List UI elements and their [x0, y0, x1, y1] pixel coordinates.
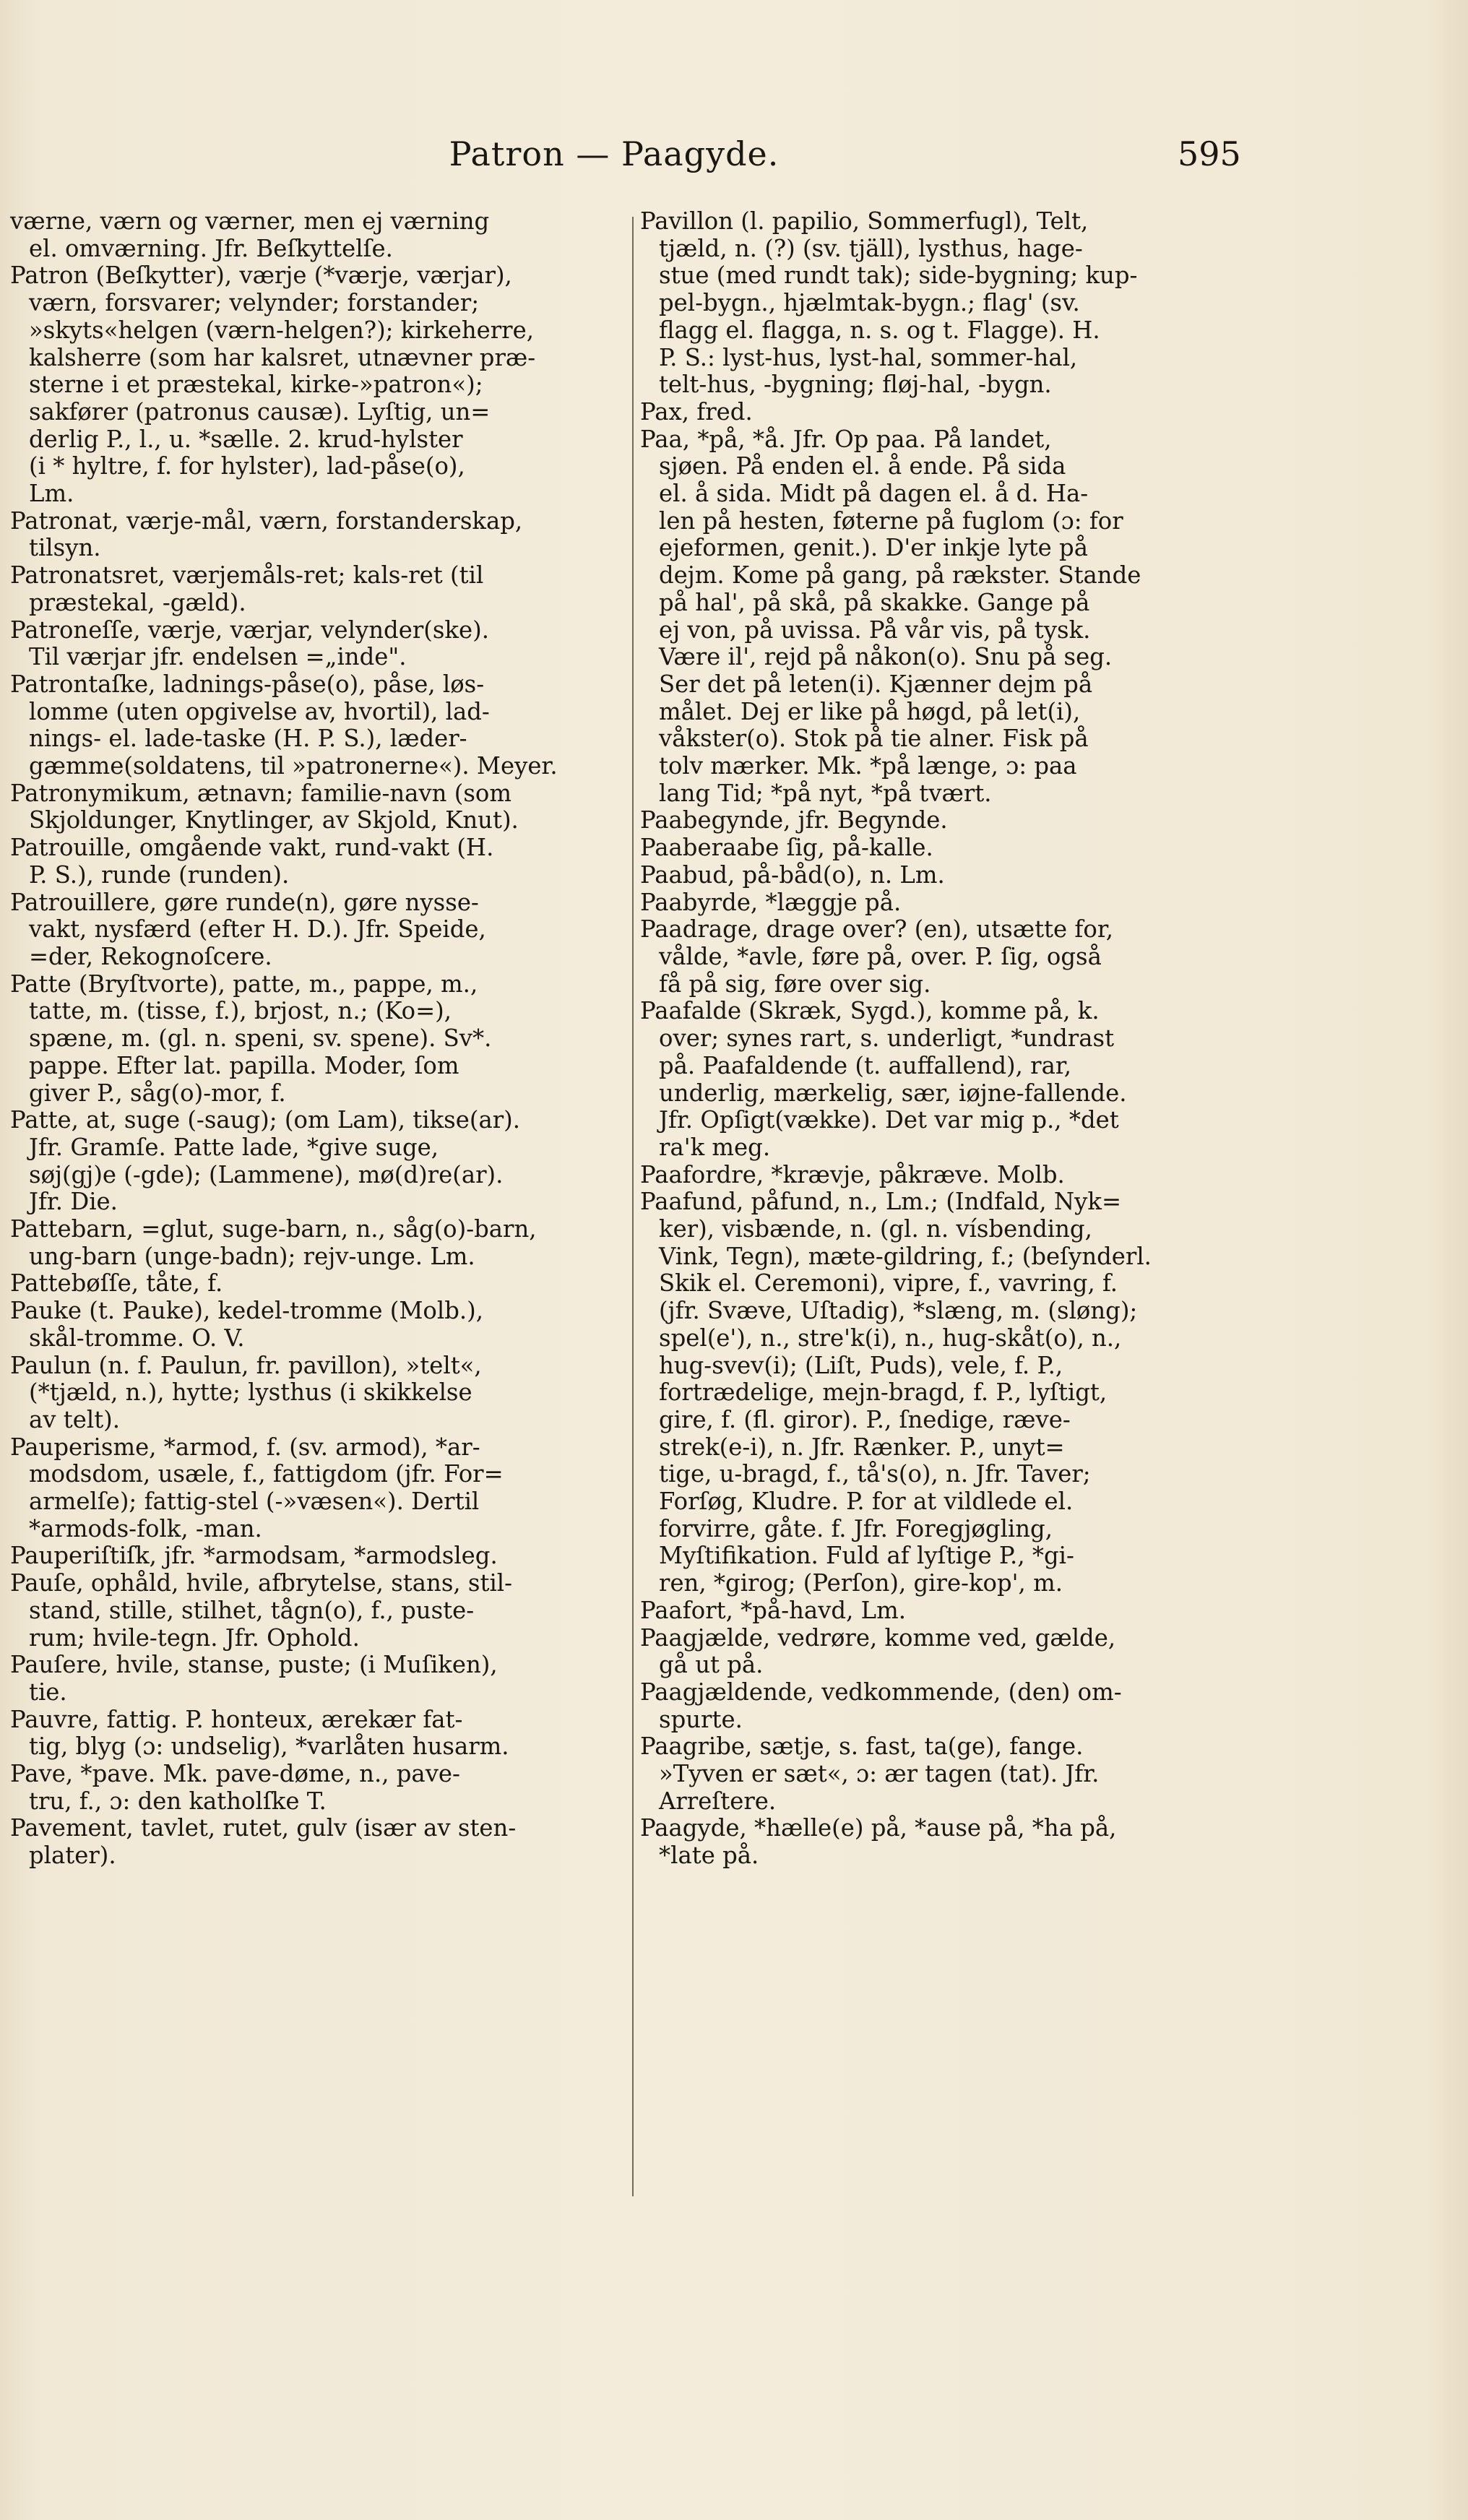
dictionary-entry	[10, 508, 630, 562]
entry-headline: Patrouille, omgående vakt, rund-vakt (H.	[10, 834, 494, 862]
entry-continuation: Vink, Tegn), mæte-gildring, f.; (beſynderl.	[659, 1242, 1152, 1270]
entry-headline: Pauke (t. Pauke), kedel-tromme (Molb.),	[10, 1297, 484, 1325]
entry-headline: Pave, *pave. Mk. pave-døme, n., pave-	[10, 1760, 460, 1788]
entry-continuation: lomme (uten opgivelse av, hvortil), lad-	[29, 697, 490, 725]
entry-continuation: nings- el. lade-taske (H. P. S.), læder-	[29, 725, 467, 753]
entry-headline: værne, værn og værner, men ej værning	[10, 207, 490, 235]
entry-headline: Paagyde, *hælle(e) på, *ause på, *ha på,	[640, 1814, 1117, 1842]
entry-continuation: *armods-folk, -man.	[29, 1514, 262, 1542]
entry-continuation: len på hesten, føterne på fuglom (ɔ: for	[659, 506, 1123, 535]
entry-headline: Patronymikum, ætnavn; familie-navn (som	[10, 779, 511, 807]
entry-continuation: lang Tid; *på nyt, *på tvært.	[659, 779, 992, 807]
column-divider	[632, 217, 634, 2196]
entry-continuation: Til værjar jfr. endelsen =„inde".	[29, 643, 407, 671]
dictionary-entry	[10, 1706, 630, 1761]
entry-continuation: få på sig, føre over sig.	[659, 970, 931, 998]
dictionary-entry	[10, 208, 630, 262]
entry-continuation: tjæld, n. (?) (sv. tjäll), lysthus, hage-	[659, 234, 1083, 262]
entry-continuation: pappe. Efter lat. papilla. Moder, ſom	[29, 1051, 459, 1079]
entry-headline: Pauſere, hvile, stanse, puste; (i Muſiken),	[10, 1651, 498, 1679]
entry-continuation: tige, u-bragd, f., tå's(o), n. Jfr. Taver;	[659, 1460, 1091, 1488]
entry-continuation: præstekal, -gæld).	[29, 588, 246, 616]
entry-continuation: våkster(o). Stok på tie alner. Fisk på	[659, 725, 1089, 753]
dictionary-entry	[640, 399, 1313, 426]
entry-continuation: =der, Rekognoſcere.	[29, 942, 272, 970]
dictionary-entry	[640, 998, 1313, 1161]
entry-continuation: el. omværning. Jfr. Beſkyttelſe.	[29, 234, 393, 262]
entry-continuation: armelſe); fattig-stel (-»væsen«). Dertil	[29, 1488, 480, 1516]
entry-headline: Patronat, værje-mål, værn, forstanderskap,	[10, 506, 523, 535]
entry-headline: Pauperisme, *armod, f. (sv. armod), *ar-	[10, 1433, 480, 1461]
entry-headline: Paagjældende, vedkommende, (den) om-	[640, 1678, 1122, 1706]
entry-headline: Pattebarn, =glut, suge-barn, n., såg(o)-barn,	[10, 1215, 537, 1243]
entry-headline: Paabud, på-båd(o), n. Lm.	[640, 860, 945, 889]
entry-headline: Pattebøſſe, tåte, f.	[10, 1269, 223, 1298]
dictionary-entry	[10, 617, 630, 671]
entry-continuation: over; synes rart, s. underligt, *undrast	[659, 1024, 1115, 1053]
entry-continuation: derlig P., l., u. *sælle. 2. krud-hylster	[29, 425, 463, 453]
dictionary-entry	[10, 1815, 630, 1869]
dictionary-entry	[10, 1761, 630, 1815]
entry-continuation: fortrædelige, mejn-bragd, f. P., lyſtigt,	[659, 1378, 1108, 1407]
entry-continuation: forvirre, gåte. f. Jfr. Foregjøgling,	[659, 1514, 1053, 1542]
left-column	[10, 208, 630, 1870]
entry-continuation: sakfører (patronus causæ). Lyſtig, un=	[29, 397, 491, 426]
entry-continuation: (*tjæld, n.), hytte; lysthus (i skikkelse	[29, 1378, 472, 1407]
entry-headline: Paabyrde, *læggje på.	[640, 888, 902, 916]
dictionary-entry	[10, 1570, 630, 1652]
dictionary-entry	[640, 426, 1313, 808]
entry-headline: Paafort, *på-havd, Lm.	[640, 1596, 906, 1624]
entry-headline: Pauperiſtiſk, jfr. *armodsam, *armodsleg.	[10, 1542, 498, 1570]
entry-headline: Paadrage, drage over? (en), utsætte for,	[640, 915, 1113, 944]
entry-continuation: søj(gj)e (-gde); (Lammene), mø(d)re(ar).	[29, 1160, 504, 1188]
entry-headline: Paafordre, *krævje, påkræve. Molb.	[640, 1160, 1065, 1188]
page-title: Patron — Paagyde.	[449, 134, 780, 173]
entry-headline: Paaberaabe ſig, på-kalle.	[640, 834, 933, 862]
entry-continuation: Myſtifikation. Fuld af lyſtige P., *gi-	[659, 1542, 1074, 1570]
dictionary-entry	[10, 671, 630, 780]
dictionary-entry	[10, 834, 630, 889]
dictionary-entry	[10, 1216, 630, 1270]
page-number: 595	[1178, 134, 1241, 173]
dictionary-entry	[10, 1434, 630, 1543]
entry-continuation: spurte.	[659, 1705, 743, 1733]
entry-headline: Pax, fred.	[640, 397, 753, 426]
entry-continuation: (i * hyltre, f. for hylster), lad-påse(o),	[29, 452, 465, 480]
dictionary-entry	[10, 562, 630, 616]
entry-continuation: plater).	[29, 1842, 116, 1870]
dictionary-entry	[10, 1652, 630, 1706]
entry-continuation: av telt).	[29, 1405, 121, 1433]
entry-continuation: på hal', på skå, på skakke. Gange på	[659, 588, 1090, 616]
entry-continuation: Jfr. Gramſe. Patte lade, *give suge,	[29, 1133, 439, 1161]
entry-continuation: Jfr. Die.	[29, 1188, 118, 1216]
dictionary-entry	[640, 1625, 1313, 1679]
entry-continuation: værn, forsvarer; velynder; forstander;	[29, 289, 480, 317]
entry-continuation: målet. Dej er like på høgd, på let(i),	[659, 697, 1081, 725]
entry-continuation: el. å sida. Midt på dagen el. å d. Ha-	[659, 480, 1089, 508]
dictionary-entry	[640, 889, 1313, 917]
dictionary-entry	[10, 971, 630, 1108]
entry-continuation: »skyts«helgen (værn-helgen?); kirkeherre,	[29, 316, 535, 344]
entry-continuation: flagg el. flagga, n. s. og t. Flagge). H.	[659, 316, 1100, 344]
page-header	[0, 134, 1468, 192]
dictionary-entry	[640, 1162, 1313, 1189]
entry-headline: Patrouillere, gøre runde(n), gøre nysse-	[10, 888, 479, 916]
entry-continuation: hug-svev(i); (Liſt, Puds), vele, f. P.,	[659, 1351, 1063, 1379]
dictionary-entry	[640, 1733, 1313, 1815]
entry-headline: Pavillon (l. papilio, Sommerfugl), Telt,	[640, 207, 1089, 235]
entry-continuation: stand, stille, stilhet, tågn(o), f., puste-	[29, 1596, 475, 1624]
entry-continuation: tolv mærker. Mk. *på længe, ɔ: paa	[659, 752, 1077, 780]
entry-headline: Paagjælde, vedrøre, komme ved, gælde,	[640, 1623, 1116, 1652]
entry-continuation: tig, blyg (ɔ: undselig), *varlåten husarm.	[29, 1733, 509, 1761]
entry-headline: Patron (Beſkytter), værje (*værje, værjar),	[10, 262, 512, 290]
entry-continuation: sjøen. På enden el. å ende. På sida	[659, 452, 1066, 480]
right-column	[640, 208, 1313, 1870]
entry-headline: Pavement, tavlet, rutet, gulv (især av sten-	[10, 1814, 517, 1842]
dictionary-entry	[640, 1815, 1313, 1869]
dictionary-entry	[10, 262, 630, 507]
dictionary-entry	[10, 1298, 630, 1352]
entry-headline: Paagribe, sætje, s. fast, ta(ge), fange.	[640, 1733, 1084, 1761]
entry-continuation: Skik el. Ceremoni), vipre, f., vavring, f.	[659, 1269, 1118, 1298]
entry-headline: Patte (Bryſtvorte), patte, m., pappe, m.,	[10, 970, 478, 998]
entry-continuation: (jfr. Svæve, Uſtadig), *slæng, m. (sløng);	[659, 1297, 1138, 1325]
dictionary-entry	[640, 834, 1313, 862]
entry-continuation: gæmme(soldatens, til »patronerne«). Meyer.	[29, 752, 558, 780]
entry-continuation: Skjoldunger, Knytlinger, av Skjold, Knut).	[29, 806, 519, 834]
entry-continuation: ra'k meg.	[659, 1133, 771, 1161]
entry-continuation: Være il', rejd på nåkon(o). Snu på seg.	[659, 643, 1113, 671]
entry-continuation: ung-barn (unge-badn); rejv-unge. Lm.	[29, 1242, 475, 1270]
entry-continuation: på. Paafaldende (t. auffallend), rar,	[659, 1051, 1072, 1079]
entry-continuation: pel-bygn., hjælmtak-bygn.; flag' (sv.	[659, 289, 1080, 317]
entry-headline: Paafalde (Skræk, Sygd.), komme på, k.	[640, 997, 1100, 1025]
entry-continuation: P. S.), runde (runden).	[29, 860, 290, 889]
entry-continuation: ejeformen, genit.). D'er inkje lyte på	[659, 534, 1088, 562]
entry-continuation: Lm.	[29, 480, 74, 508]
entry-continuation: spæne, m. (gl. n. speni, sv. spene). Sv*.	[29, 1024, 492, 1053]
entry-continuation: modsdom, usæle, f., fattigdom (jfr. For=	[29, 1460, 504, 1488]
dictionary-entry	[640, 1597, 1313, 1625]
entry-continuation: tie.	[29, 1678, 67, 1706]
dictionary-entry	[10, 780, 630, 834]
entry-continuation: stue (med rundt tak); side-bygning; kup-	[659, 262, 1138, 290]
dictionary-entry	[640, 807, 1313, 834]
entry-continuation: ker), visbænde, n. (gl. n. vísbending,	[659, 1215, 1092, 1243]
entry-continuation: ej von, på uvissa. På vår vis, på tysk.	[659, 616, 1091, 644]
entry-headline: Patrontaſke, ladnings-påse(o), påse, løs-	[10, 670, 485, 698]
entry-continuation: *late på.	[659, 1842, 759, 1870]
entry-continuation: giver P., såg(o)-mor, f.	[29, 1079, 286, 1107]
entry-continuation: tilsyn.	[29, 534, 101, 562]
dictionary-entry	[10, 889, 630, 971]
entry-headline: Patroneſſe, værje, værjar, velynder(ske).	[10, 616, 489, 644]
entry-continuation: underlig, mærkelig, sær, iøjne-fallende.	[659, 1079, 1127, 1107]
entry-continuation: gire, f. (fl. giror). P., ſnedige, ræve-	[659, 1405, 1071, 1433]
entry-continuation: dejm. Kome på gang, på rækster. Stande	[659, 561, 1141, 590]
dictionary-entry	[10, 1107, 630, 1216]
entry-continuation: telt-hus, -bygning; fløj-hal, -bygn.	[659, 371, 1052, 399]
entry-continuation: rum; hvile-tegn. Jfr. Ophold.	[29, 1623, 360, 1652]
entry-continuation: Jfr. Opſigt(vække). Det var mig p., *det	[659, 1106, 1119, 1134]
entry-continuation: gå ut på.	[659, 1651, 764, 1679]
dictionary-entry	[640, 1188, 1313, 1597]
entry-continuation: sterne i et præstekal, kirke-»patron«);	[29, 371, 483, 399]
entry-headline: Patte, at, suge (-saug); (om Lam), tikse(ar).	[10, 1106, 521, 1134]
dictionary-entry	[640, 1679, 1313, 1733]
entry-headline: Paabegynde, jfr. Begynde.	[640, 806, 948, 834]
entry-headline: Paa, *på, *å. Jfr. Op paa. På landet,	[640, 425, 1052, 453]
dictionary-entry	[640, 208, 1313, 399]
entry-continuation: spel(e'), n., stre'k(i), n., hug-skåt(o), n.,	[659, 1324, 1122, 1352]
entry-continuation: Forſøg, Kludre. P. for at vildlede el.	[659, 1488, 1074, 1516]
entry-continuation: vålde, *avle, føre på, over. P. ſig, også	[659, 942, 1102, 970]
entry-headline: Patronatsret, værjemåls-ret; kals-ret (til	[10, 561, 484, 590]
entry-continuation: tatte, m. (tisse, f.), brjost, n.; (Ko=),	[29, 997, 452, 1025]
entry-continuation: skål-tromme. O. V.	[29, 1324, 245, 1352]
entry-continuation: Arreſtere.	[659, 1787, 777, 1815]
entry-headline: Pauſe, ophåld, hvile, afbrytelse, stans, stil-	[10, 1569, 513, 1597]
dictionary-entry	[640, 916, 1313, 998]
entry-continuation: kalsherre (som har kalsret, utnævner præ-	[29, 343, 536, 371]
dictionary-entry	[10, 1542, 630, 1570]
dictionary-entry	[10, 1352, 630, 1434]
entry-continuation: »Tyven er sæt«, ɔ: ær tagen (tat). Jfr.	[659, 1760, 1100, 1788]
dictionary-entry	[10, 1270, 630, 1298]
entry-headline: Pauvre, fattig. P. honteux, ærekær fat-	[10, 1705, 463, 1733]
entry-continuation: tru, f., ɔ: den katholſke T.	[29, 1787, 327, 1815]
dictionary-entry	[640, 862, 1313, 889]
entry-continuation: P. S.: lyst-hus, lyst-hal, sommer-hal,	[659, 343, 1078, 371]
entry-continuation: Ser det på leten(i). Kjænner dejm på	[659, 670, 1093, 698]
entry-headline: Paafund, påfund, n., Lm.; (Indfald, Nyk=	[640, 1188, 1122, 1216]
entry-continuation: vakt, nysfærd (efter H. D.). Jfr. Speide,	[29, 915, 486, 944]
entry-continuation: ren, *girog; (Perſon), gire-kop', m.	[659, 1569, 1063, 1597]
entry-continuation: strek(e-i), n. Jfr. Rænker. P., unyt=	[659, 1433, 1065, 1461]
entry-headline: Paulun (n. f. Paulun, fr. pavillon), »telt«,	[10, 1351, 482, 1379]
